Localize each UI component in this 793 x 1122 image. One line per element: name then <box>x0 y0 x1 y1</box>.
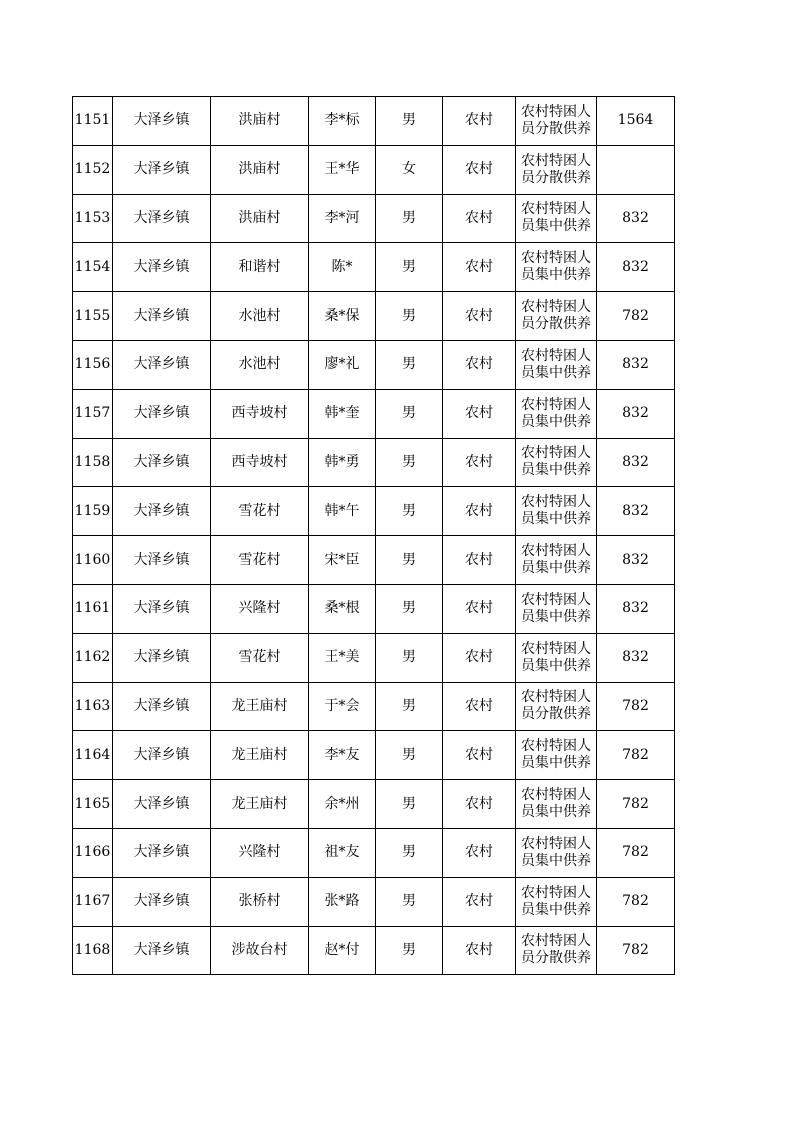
amount-cell: 832 <box>597 487 675 536</box>
town-cell: 大泽乡镇 <box>113 633 211 682</box>
town-cell: 大泽乡镇 <box>113 194 211 243</box>
row-id-cell: 1160 <box>73 536 113 585</box>
town-cell: 大泽乡镇 <box>113 682 211 731</box>
town-cell: 大泽乡镇 <box>113 145 211 194</box>
village-cell: 雪花村 <box>211 487 309 536</box>
table-row <box>73 926 675 975</box>
town-cell: 大泽乡镇 <box>113 292 211 341</box>
village-cell: 洪庙村 <box>211 145 309 194</box>
village-cell: 龙王庙村 <box>211 682 309 731</box>
village-cell: 和谐村 <box>211 243 309 292</box>
sex-cell: 男 <box>376 487 443 536</box>
category-cell <box>516 97 597 146</box>
household-type-cell: 农村 <box>443 682 516 731</box>
category-cell <box>516 633 597 682</box>
village-cell: 西寺坡村 <box>211 438 309 487</box>
village-cell: 涉故台村 <box>211 926 309 975</box>
sex-cell: 男 <box>376 389 443 438</box>
town-cell: 大泽乡镇 <box>113 926 211 975</box>
household-type-cell: 农村 <box>443 877 516 926</box>
village-cell: 张桥村 <box>211 877 309 926</box>
table-row <box>73 536 675 585</box>
amount-cell: 832 <box>597 584 675 633</box>
category-cell <box>516 340 597 389</box>
name-cell: 赵*付 <box>309 926 376 975</box>
category-cell <box>516 389 597 438</box>
row-id-cell: 1154 <box>73 243 113 292</box>
name-cell: 廖*礼 <box>309 340 376 389</box>
table-row <box>73 340 675 389</box>
sex-cell: 男 <box>376 292 443 341</box>
category-text: 农村特困人员分散供养 <box>521 299 591 333</box>
sex-cell: 男 <box>376 194 443 243</box>
town-cell: 大泽乡镇 <box>113 243 211 292</box>
name-cell: 宋*臣 <box>309 536 376 585</box>
table-row <box>73 194 675 243</box>
amount-cell: 782 <box>597 780 675 829</box>
town-cell: 大泽乡镇 <box>113 487 211 536</box>
name-cell: 李*标 <box>309 97 376 146</box>
village-cell: 水池村 <box>211 340 309 389</box>
row-id-cell: 1162 <box>73 633 113 682</box>
table-row <box>73 780 675 829</box>
row-id-cell: 1166 <box>73 828 113 877</box>
village-cell: 雪花村 <box>211 633 309 682</box>
category-cell <box>516 536 597 585</box>
category-cell <box>516 877 597 926</box>
row-id-cell: 1155 <box>73 292 113 341</box>
village-cell: 兴隆村 <box>211 828 309 877</box>
category-text: 农村特困人员集中供养 <box>521 884 591 918</box>
table-row <box>73 292 675 341</box>
category-text: 农村特困人员集中供养 <box>521 591 591 625</box>
table-row <box>73 682 675 731</box>
category-text: 农村特困人员集中供养 <box>521 250 591 284</box>
amount-cell: 832 <box>597 438 675 487</box>
amount-cell: 832 <box>597 340 675 389</box>
row-id-cell: 1163 <box>73 682 113 731</box>
household-type-cell: 农村 <box>443 633 516 682</box>
table-row <box>73 633 675 682</box>
household-type-cell: 农村 <box>443 536 516 585</box>
village-cell: 龙王庙村 <box>211 780 309 829</box>
name-cell: 余*州 <box>309 780 376 829</box>
amount-cell: 782 <box>597 828 675 877</box>
village-cell: 雪花村 <box>211 536 309 585</box>
amount-cell: 782 <box>597 877 675 926</box>
category-text: 农村特困人员分散供养 <box>521 689 591 723</box>
amount-cell: 782 <box>597 292 675 341</box>
household-type-cell: 农村 <box>443 780 516 829</box>
category-cell <box>516 145 597 194</box>
amount-cell: 832 <box>597 243 675 292</box>
table-row <box>73 243 675 292</box>
amount-cell <box>597 145 675 194</box>
name-cell: 陈* <box>309 243 376 292</box>
category-cell <box>516 194 597 243</box>
category-text: 农村特困人员分散供养 <box>521 933 591 967</box>
row-id-cell: 1168 <box>73 926 113 975</box>
household-type-cell: 农村 <box>443 389 516 438</box>
household-type-cell: 农村 <box>443 145 516 194</box>
category-cell <box>516 828 597 877</box>
town-cell: 大泽乡镇 <box>113 584 211 633</box>
amount-cell: 832 <box>597 389 675 438</box>
category-cell <box>516 584 597 633</box>
household-type-cell: 农村 <box>443 243 516 292</box>
recipient-table <box>72 96 675 975</box>
category-text: 农村特困人员集中供养 <box>521 640 591 674</box>
row-id-cell: 1152 <box>73 145 113 194</box>
amount-cell: 832 <box>597 536 675 585</box>
village-cell: 洪庙村 <box>211 97 309 146</box>
village-cell: 龙王庙村 <box>211 731 309 780</box>
sex-cell: 男 <box>376 731 443 780</box>
amount-cell: 1564 <box>597 97 675 146</box>
sex-cell: 男 <box>376 438 443 487</box>
name-cell: 李*友 <box>309 731 376 780</box>
town-cell: 大泽乡镇 <box>113 340 211 389</box>
row-id-cell: 1151 <box>73 97 113 146</box>
amount-cell: 782 <box>597 682 675 731</box>
table-row <box>73 487 675 536</box>
name-cell: 韩*勇 <box>309 438 376 487</box>
table-row <box>73 97 675 146</box>
row-id-cell: 1158 <box>73 438 113 487</box>
category-cell <box>516 487 597 536</box>
amount-cell: 832 <box>597 194 675 243</box>
sex-cell: 男 <box>376 780 443 829</box>
name-cell: 李*河 <box>309 194 376 243</box>
household-type-cell: 农村 <box>443 292 516 341</box>
name-cell: 韩*午 <box>309 487 376 536</box>
name-cell: 王*美 <box>309 633 376 682</box>
category-text: 农村特困人员集中供养 <box>521 738 591 772</box>
table-row <box>73 877 675 926</box>
row-id-cell: 1159 <box>73 487 113 536</box>
table-row <box>73 731 675 780</box>
table-row <box>73 438 675 487</box>
sex-cell: 男 <box>376 828 443 877</box>
household-type-cell: 农村 <box>443 926 516 975</box>
category-cell <box>516 926 597 975</box>
category-text: 农村特困人员集中供养 <box>521 396 591 430</box>
table-body <box>73 97 675 975</box>
name-cell: 祖*友 <box>309 828 376 877</box>
name-cell: 桑*保 <box>309 292 376 341</box>
household-type-cell: 农村 <box>443 487 516 536</box>
category-cell <box>516 731 597 780</box>
category-cell <box>516 292 597 341</box>
row-id-cell: 1156 <box>73 340 113 389</box>
row-id-cell: 1153 <box>73 194 113 243</box>
category-text: 农村特困人员集中供养 <box>521 347 591 381</box>
category-text: 农村特困人员集中供养 <box>521 201 591 235</box>
amount-cell: 782 <box>597 926 675 975</box>
row-id-cell: 1157 <box>73 389 113 438</box>
town-cell: 大泽乡镇 <box>113 731 211 780</box>
town-cell: 大泽乡镇 <box>113 536 211 585</box>
sex-cell: 男 <box>376 682 443 731</box>
sex-cell: 男 <box>376 536 443 585</box>
household-type-cell: 农村 <box>443 438 516 487</box>
category-text: 农村特困人员集中供养 <box>521 445 591 479</box>
town-cell: 大泽乡镇 <box>113 828 211 877</box>
category-text: 农村特困人员集中供养 <box>521 494 591 528</box>
household-type-cell: 农村 <box>443 731 516 780</box>
table-row <box>73 584 675 633</box>
town-cell: 大泽乡镇 <box>113 438 211 487</box>
sex-cell: 男 <box>376 243 443 292</box>
row-id-cell: 1164 <box>73 731 113 780</box>
row-id-cell: 1165 <box>73 780 113 829</box>
table-row <box>73 828 675 877</box>
sex-cell: 男 <box>376 584 443 633</box>
table-row <box>73 145 675 194</box>
table-row <box>73 389 675 438</box>
sex-cell: 男 <box>376 633 443 682</box>
category-text: 农村特困人员分散供养 <box>521 152 591 186</box>
household-type-cell: 农村 <box>443 97 516 146</box>
category-cell <box>516 682 597 731</box>
amount-cell: 782 <box>597 731 675 780</box>
amount-cell: 832 <box>597 633 675 682</box>
village-cell: 西寺坡村 <box>211 389 309 438</box>
household-type-cell: 农村 <box>443 194 516 243</box>
village-cell: 洪庙村 <box>211 194 309 243</box>
name-cell: 张*路 <box>309 877 376 926</box>
row-id-cell: 1161 <box>73 584 113 633</box>
household-type-cell: 农村 <box>443 340 516 389</box>
town-cell: 大泽乡镇 <box>113 97 211 146</box>
row-id-cell: 1167 <box>73 877 113 926</box>
name-cell: 桑*根 <box>309 584 376 633</box>
name-cell: 于*会 <box>309 682 376 731</box>
sex-cell: 女 <box>376 145 443 194</box>
household-type-cell: 农村 <box>443 584 516 633</box>
category-text: 农村特困人员集中供养 <box>521 835 591 869</box>
village-cell: 水池村 <box>211 292 309 341</box>
sex-cell: 男 <box>376 877 443 926</box>
sex-cell: 男 <box>376 340 443 389</box>
town-cell: 大泽乡镇 <box>113 877 211 926</box>
town-cell: 大泽乡镇 <box>113 780 211 829</box>
name-cell: 王*华 <box>309 145 376 194</box>
category-cell <box>516 243 597 292</box>
category-text: 农村特困人员分散供养 <box>521 103 591 137</box>
household-type-cell: 农村 <box>443 828 516 877</box>
town-cell: 大泽乡镇 <box>113 389 211 438</box>
village-cell: 兴隆村 <box>211 584 309 633</box>
name-cell: 韩*奎 <box>309 389 376 438</box>
category-cell <box>516 438 597 487</box>
sex-cell: 男 <box>376 926 443 975</box>
category-text: 农村特困人员集中供养 <box>521 543 591 577</box>
sex-cell: 男 <box>376 97 443 146</box>
category-text: 农村特困人员集中供养 <box>521 787 591 821</box>
category-cell <box>516 780 597 829</box>
